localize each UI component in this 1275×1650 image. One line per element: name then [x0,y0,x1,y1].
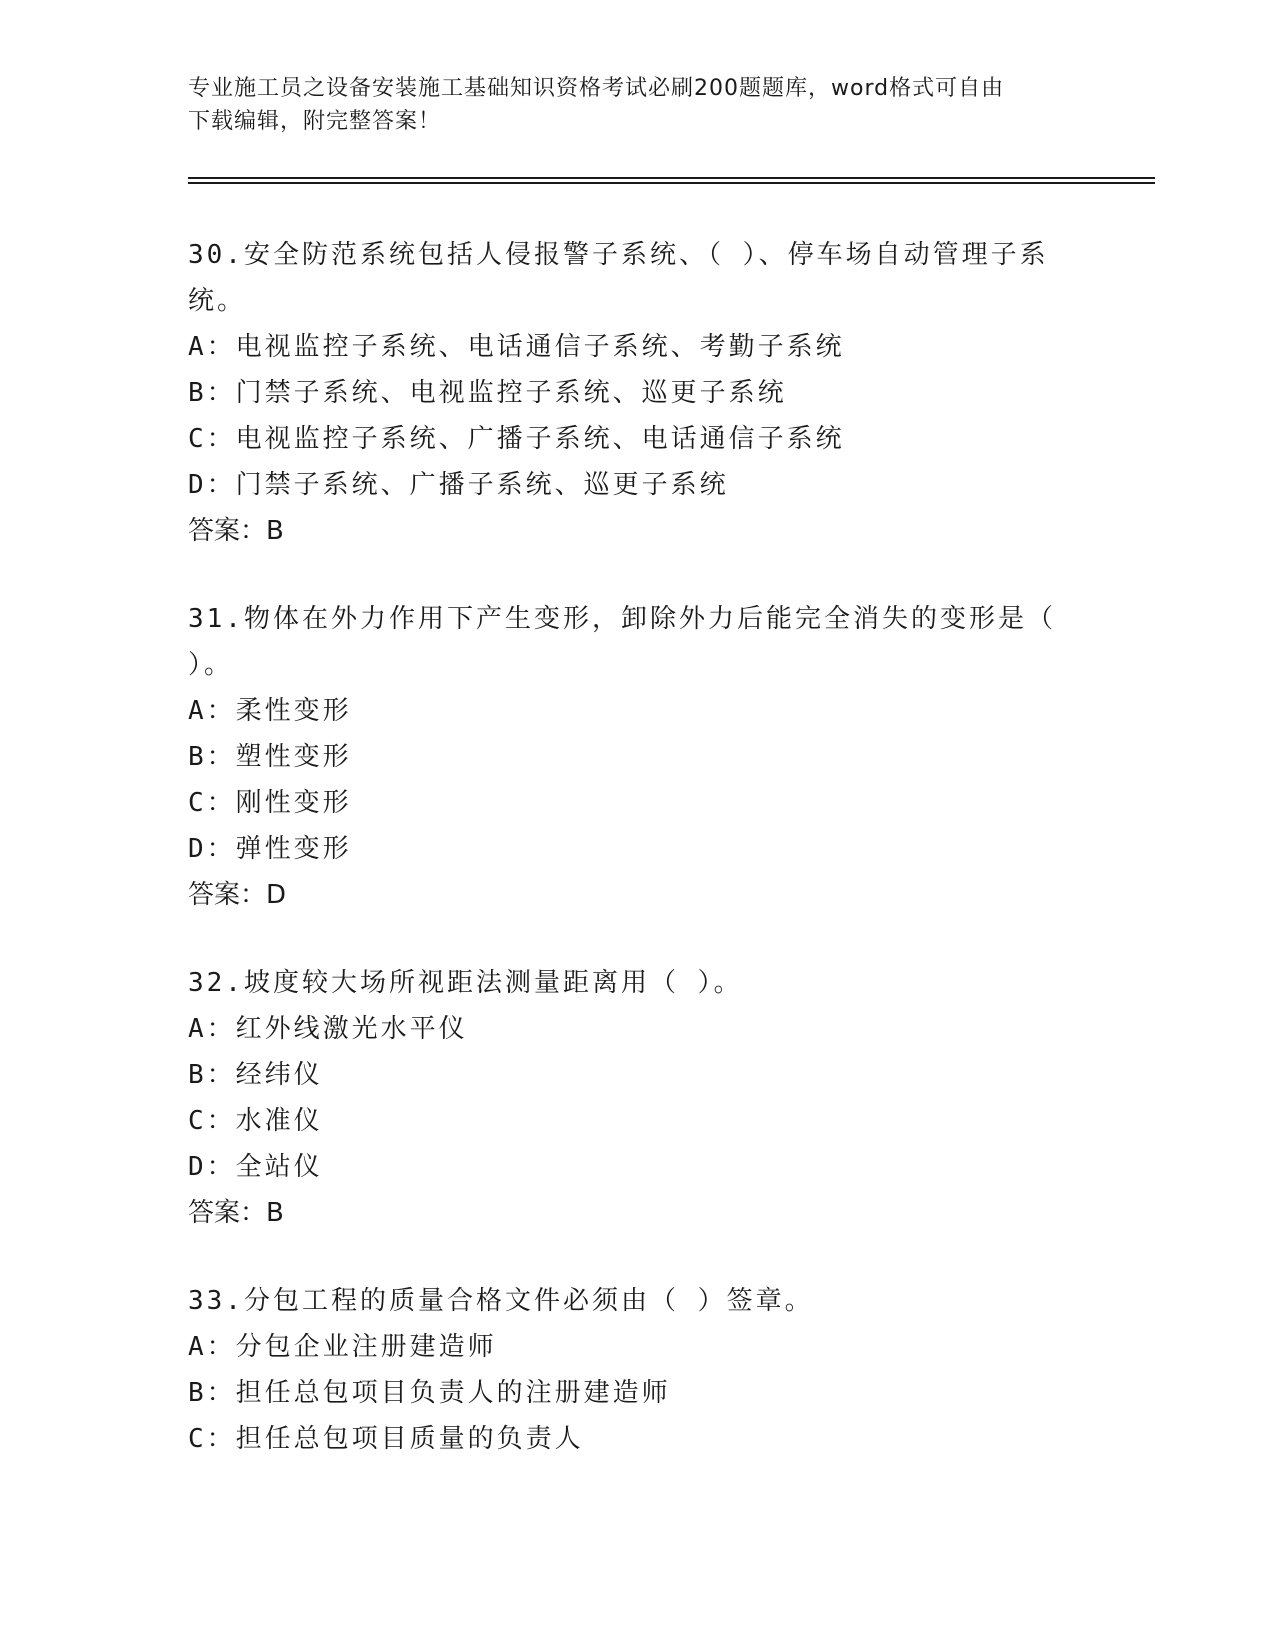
option-b: B：担任总包项目负责人的注册建造师 [188,1378,671,1408]
header-divider-bottom [188,182,1155,184]
question-text: 33.分包工程的质量合格文件必须由（ ）签章。 [188,1286,814,1316]
header-line-1: 专业施工员之设备安装施工基础知识资格考试必刷200题题库，word格式可自由 [188,76,1005,101]
document-header [188,72,1068,138]
option-c: C：水准仪 [188,1106,323,1136]
question-text: 30.安全防范系统包括人侵报警子系统、（ ）、停车场自动管理子系统。 [188,240,1049,316]
option-c: C：担任总包项目质量的负责人 [188,1424,584,1454]
question-list [188,232,1088,1504]
option-c: C：刚性变形 [188,788,352,818]
option-b: B：塑性变形 [188,742,352,772]
option-a: A：分包企业注册建造师 [188,1332,497,1362]
option-a: A：柔性变形 [188,696,352,726]
question-text: 32.坡度较大场所视距法测量距离用（ ）。 [188,968,743,998]
option-c: C：电视监控子系统、广播子系统、电话通信子系统 [188,424,845,454]
answer: 答案：D [188,880,287,910]
option-a: A：电视监控子系统、电话通信子系统、考勤子系统 [188,332,845,362]
option-b: B：门禁子系统、电视监控子系统、巡更子系统 [188,378,787,408]
option-b: B：经纬仪 [188,1060,323,1090]
header-line-2: 下载编辑，附完整答案！ [188,109,442,134]
question-30 [188,232,1088,554]
header-divider-top [188,177,1155,179]
option-d: D：门禁子系统、广播子系统、巡更子系统 [188,470,729,500]
answer: 答案：B [188,516,284,546]
option-d: D：全站仪 [188,1152,323,1182]
question-text: 31.物体在外力作用下产生变形，卸除外力后能完全消失的变形是（ ）。 [188,604,1056,680]
option-a: A：红外线激光水平仪 [188,1014,468,1044]
question-31 [188,596,1088,918]
question-33 [188,1278,1088,1462]
question-32 [188,960,1088,1236]
answer: 答案：B [188,1198,284,1228]
option-d: D：弹性变形 [188,834,352,864]
